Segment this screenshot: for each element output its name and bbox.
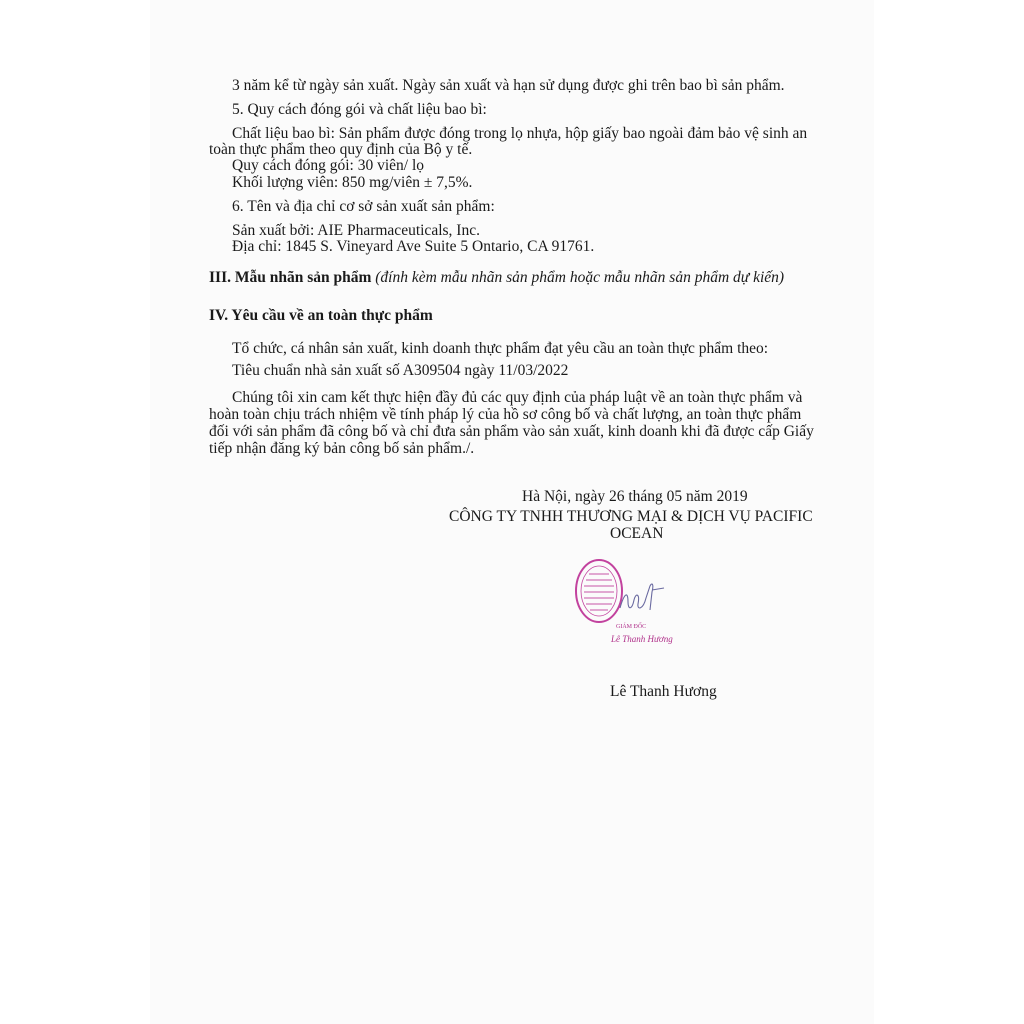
heading-iii-note: (đính kèm mẫu nhãn sản phẩm hoặc mẫu nhãn sản phẩm dự kiến) bbox=[375, 269, 785, 286]
text-line: 3 năm kể từ ngày sản xuất. Ngày sản xuất và hạn sử dụng được ghi trên bao bì sản phẩm. bbox=[232, 77, 785, 94]
text-line: toàn thực phẩm theo quy định của Bộ y tế. bbox=[209, 141, 473, 158]
company-name: CÔNG TY TNHH THƯƠNG MẠI & DỊCH VỤ PACIFIC bbox=[449, 508, 813, 525]
section-5-title: 5. Quy cách đóng gói và chất liệu bao bì: bbox=[232, 101, 487, 118]
text-line: Địa chỉ: 1845 S. Vineyard Ave Suite 5 Ontario, CA 91761. bbox=[232, 238, 595, 255]
signature-icon bbox=[616, 580, 666, 618]
section-6-title: 6. Tên và địa chỉ cơ sở sản xuất sản phẩm: bbox=[232, 198, 495, 215]
text-line: Sản xuất bởi: AIE Pharmaceuticals, Inc. bbox=[232, 222, 480, 239]
date-line: Hà Nội, ngày 26 tháng 05 năm 2019 bbox=[522, 488, 748, 505]
text-line: đối với sản phẩm đã công bố và chỉ đưa sản phẩm vào sản xuất, kinh doanh khi đã được cấp Giấy bbox=[209, 423, 814, 440]
text-line: Chất liệu bao bì: Sản phẩm được đóng trong lọ nhựa, hộp giấy bao ngoài đảm bảo vệ sinh an bbox=[232, 125, 808, 142]
text-line: Tổ chức, cá nhân sản xuất, kinh doanh thực phẩm đạt yêu cầu an toàn thực phẩm theo: bbox=[232, 340, 769, 357]
company-name: OCEAN bbox=[610, 525, 664, 542]
stamp-area bbox=[566, 548, 702, 678]
text-line: Quy cách đóng gói: 30 viên/ lọ bbox=[232, 157, 424, 174]
text-line: hoàn toàn chịu trách nhiệm về tính pháp lý của hồ sơ công bố và chất lượng, an toàn thực phẩm bbox=[209, 406, 802, 423]
signer-name: Lê Thanh Hương bbox=[610, 683, 717, 700]
heading-iii bbox=[209, 269, 784, 286]
text-line: Tiêu chuẩn nhà sản xuất số A309504 ngày 11/03/2022 bbox=[232, 362, 569, 379]
stamp-signer-name: Lê Thanh Hương bbox=[611, 634, 673, 644]
heading-iv: IV. Yêu cầu về an toàn thực phẩm bbox=[209, 307, 433, 324]
text-line: Chúng tôi xin cam kết thực hiện đầy đủ các quy định của pháp luật về an toàn thực phẩm và bbox=[232, 389, 803, 406]
stamp-title: GIÁM ĐỐC bbox=[616, 624, 647, 630]
text-line: Khối lượng viên: 850 mg/viên ± 7,5%. bbox=[232, 174, 473, 191]
heading-iii-title: III. Mẫu nhãn sản phẩm bbox=[209, 269, 372, 286]
text-line: tiếp nhận đăng ký bản công bố sản phẩm./. bbox=[209, 440, 475, 457]
